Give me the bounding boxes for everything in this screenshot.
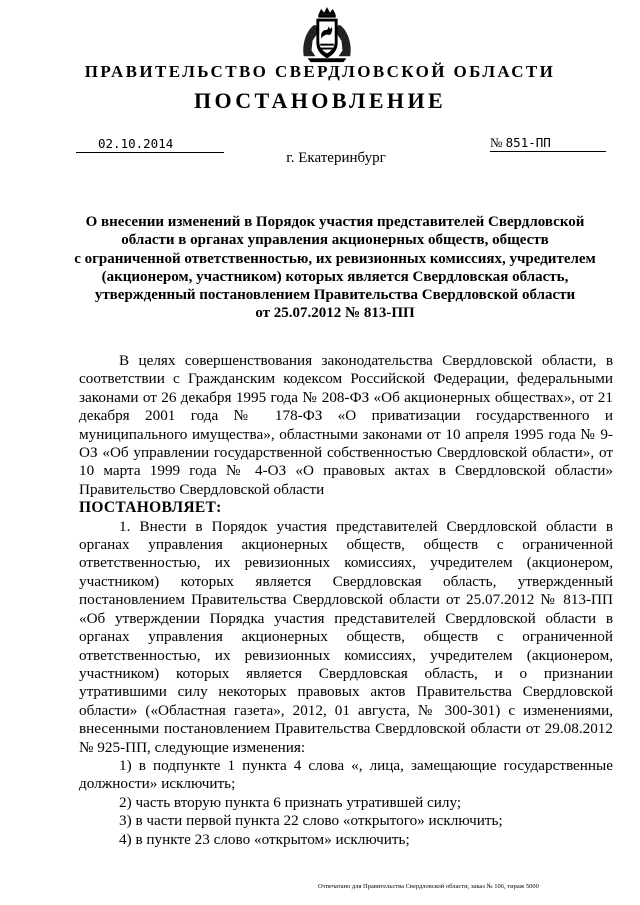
document-type: ПОСТАНОВЛЕНИЕ xyxy=(193,88,447,113)
title-line: утвержденный постановлением Правительства Свердловской области xyxy=(94,287,576,304)
title-line: с ограниченной ответственностью, их ревизионных комиссиях, учредителем xyxy=(74,250,596,267)
list-item: 4) в пункте 23 слово «открытом» исключить; xyxy=(119,830,410,848)
paragraph-1: 1. Внести в Порядок участия представителей Свердловской области в органах управления акционерных обществ, обществ с ограниченной ответственностью, их ревизионных комиссиях, учредителем (акционером, участником) которых является Свердловская область, утвержденный постановлением Правительства Свердловской области от 25.07.2012 № 813-ПП «Об утверждении Порядка участия представителей Свердловской области в органах управления акционерных обществ, обществ с ограниченной ответственностью, их ревизионных комиссиях, учредителем (акционером, участником) которых является Свердловская область, и о признании утратившими силу некоторых правовых актов Правительства Свердловской области» («Областная газета», 2012, 01 августа, № 300-301) с изменениями, внесенными постановлением Правительства Свердловской области от 29.08.2012 № 925-ПП, следующие изменения: xyxy=(79,517,613,756)
number-value: 851-ПП xyxy=(505,135,551,150)
title-line: О внесении изменений в Порядок участия представителей Свердловской xyxy=(85,214,585,230)
list-item: 1) в подпункте 1 пункта 4 слова «, лица, замещающие государственные должности» исключить; xyxy=(79,756,613,793)
number-sign: № xyxy=(490,135,503,150)
list-item: 3) в части первой пункта 22 слово «открытого» исключить; xyxy=(119,812,503,830)
decree-word: ПОСТАНОВЛЯЕТ: xyxy=(79,499,222,517)
document-title xyxy=(70,213,600,323)
document-date: 02.10.2014 xyxy=(76,135,224,153)
list-item: 2) часть вторую пункта 6 признать утратившей силу; xyxy=(119,793,462,811)
city: г. Екатеринбург xyxy=(286,150,386,166)
document-body xyxy=(79,352,613,849)
title-line: области в органах управления акционерных обществ, обществ xyxy=(121,232,549,249)
title-line: (акционером, участником) которых является Свердловская область, xyxy=(101,268,569,285)
preamble: В целях совершенствования законодательства Свердловской области, в соответствии с Гражданским кодексом Российской Федерации, федеральными законами от 26 декабря 1995 года № 208-ФЗ «Об акционерных обществах», от 21 декабря 2001 года № 178-ФЗ «О приватизации государственного и муниципального имущества», областными законами от 10 апреля 1995 года № 9-ОЗ «Об управлении государственной собственностью Свердловской области», от 10 марта 1999 года № 4-ОЗ «О правовых актах в Свердловской области» Правительство Свердловской области xyxy=(79,352,613,498)
government-name: ПРАВИТЕЛЬСТВО СВЕРДЛОВСКОЙ ОБЛАСТИ xyxy=(84,62,556,81)
coat-of-arms-icon xyxy=(298,6,356,64)
print-footer: Отпечатано для Правительства Свердловской области, заказ № 106, тираж 5000 xyxy=(318,883,539,890)
title-line: от 25.07.2012 № 813-ПП xyxy=(255,305,415,322)
